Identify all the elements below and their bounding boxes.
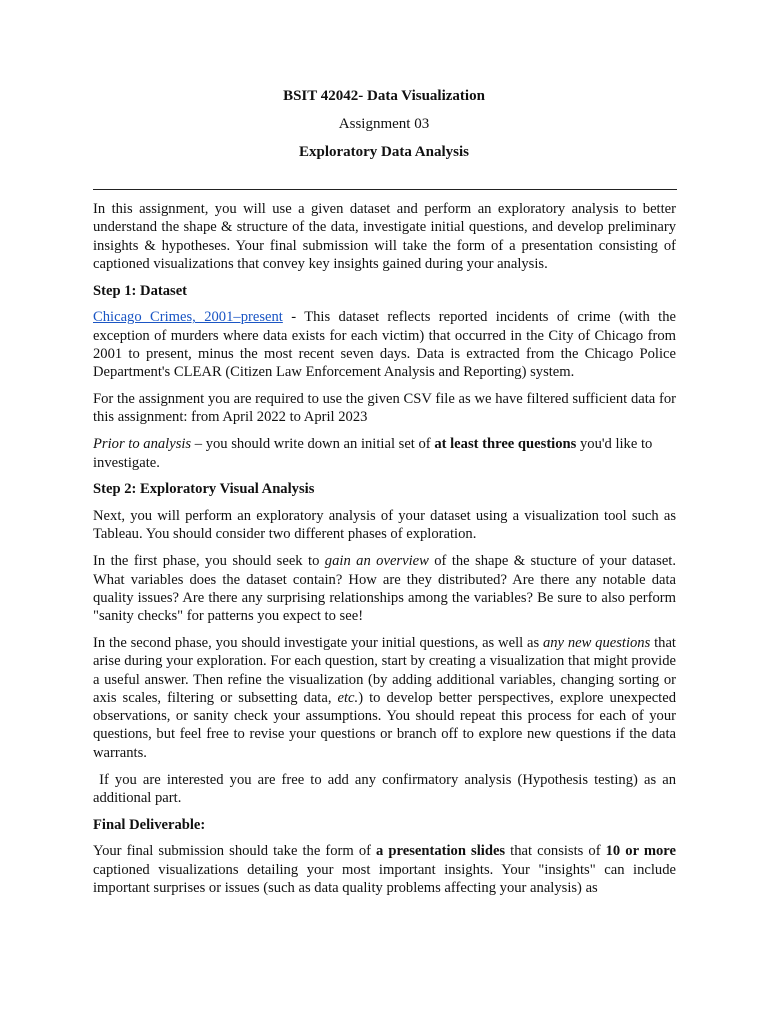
- assignment-number: Assignment 03: [338, 116, 430, 132]
- step2-heading: Step 2: Exploratory Visual Analysis: [93, 481, 315, 498]
- etc-emphasis: etc.: [337, 689, 359, 706]
- dataset-description: - This dataset reflects reported incidents of crime (with the exception of murders where data exists for each victim) that occurred in the City of Chicago from 2001 to present, minus the most recent seven days. Data is extracted from the Chicago Police Department's CLEAR (Citizen Law Enforcement Analysis and Reporting) system.: [93, 309, 676, 381]
- final-deliverable-paragraph: [93, 842, 676, 897]
- document-body: [93, 200, 680, 906]
- overview-emphasis: gain an overview: [324, 553, 429, 570]
- first-phase-text: In the first phase, you should seek to: [93, 553, 325, 570]
- final-deliverable-heading: Final Deliverable:: [93, 816, 206, 833]
- intro-paragraph: In this assignment, you will use a given dataset and perform an exploratory analysis to better understand the shape & structure of the data, investigate initial questions, and develop preliminary insights & hypotheses. Your final submission will take the form of a presentation consisting of captioned visualizations that convey key insights gained during your analysis.: [93, 201, 676, 272]
- csv-note-paragraph: For the assignment you are required to use the given CSV file as we have filtered sufficient data for this assignment: from April 2022 to April 2023: [93, 391, 676, 426]
- new-questions-emphasis: any new questions: [542, 634, 651, 651]
- second-phase-text-mid: that arise during your exploration. For each question, start by creating a visualization that might provide a useful answer. Then refine the visualization (by adding additional variables, changing sorting or axis scales, filtering or subsetting data,: [93, 634, 676, 706]
- first-phase-paragraph: [93, 552, 676, 625]
- final-text-end: captioned visualizations detailing your most important insights. Your "insights" can include important surprises or issues (such as data quality problems affecting your analysis) as: [93, 861, 676, 896]
- final-text: Your final submission should take the form of: [93, 843, 377, 860]
- prior-analysis-label: Prior to analysis: [93, 436, 192, 453]
- prior-analysis-text: – you should write down an initial set of: [191, 436, 435, 453]
- count-emphasis: 10 or more: [605, 843, 676, 860]
- course-title: BSIT 42042- Data Visualization: [283, 88, 485, 104]
- prior-analysis-text-end: you'd like to investigate.: [93, 436, 653, 471]
- assignment-topic: Exploratory Data Analysis: [298, 144, 469, 160]
- first-phase-text-end: of the shape & stucture of your dataset. What variables does the dataset contain? How are they distributed? Are there any notable data quality issues? Are there any surprising relationships among the variables? Be sure to also perform "sanity checks" for patterns you expect to see!: [93, 553, 676, 625]
- dataset-paragraph: [93, 308, 676, 381]
- second-phase-text-end: ) to develop better perspectives, explore unexpected observations, or sanity check your assumptions. You should repeat this process for each of your questions, but feel free to revise your questions or branch off to explore new questions if the data warrants.: [93, 689, 676, 761]
- header-divider: [93, 189, 677, 190]
- slides-emphasis: a presentation slides: [376, 843, 506, 860]
- second-phase-text: In the second phase, you should investigate your initial questions, as well as: [93, 634, 543, 651]
- prior-analysis-paragraph: [93, 435, 676, 472]
- final-text-mid: that consists of: [505, 843, 606, 860]
- dataset-link[interactable]: Chicago Crimes, 2001–present: [93, 309, 283, 326]
- exploration-intro-paragraph: Next, you will perform an exploratory analysis of your dataset using a visualization tool such as Tableau. You should consider two different phases of exploration.: [93, 508, 676, 543]
- confirmatory-paragraph: If you are interested you are free to add any confirmatory analysis (Hypothesis testing) as an additional part.: [93, 771, 680, 806]
- step1-heading: Step 1: Dataset: [93, 282, 188, 299]
- questions-emphasis: at least three questions: [434, 436, 577, 453]
- second-phase-paragraph: [93, 634, 676, 762]
